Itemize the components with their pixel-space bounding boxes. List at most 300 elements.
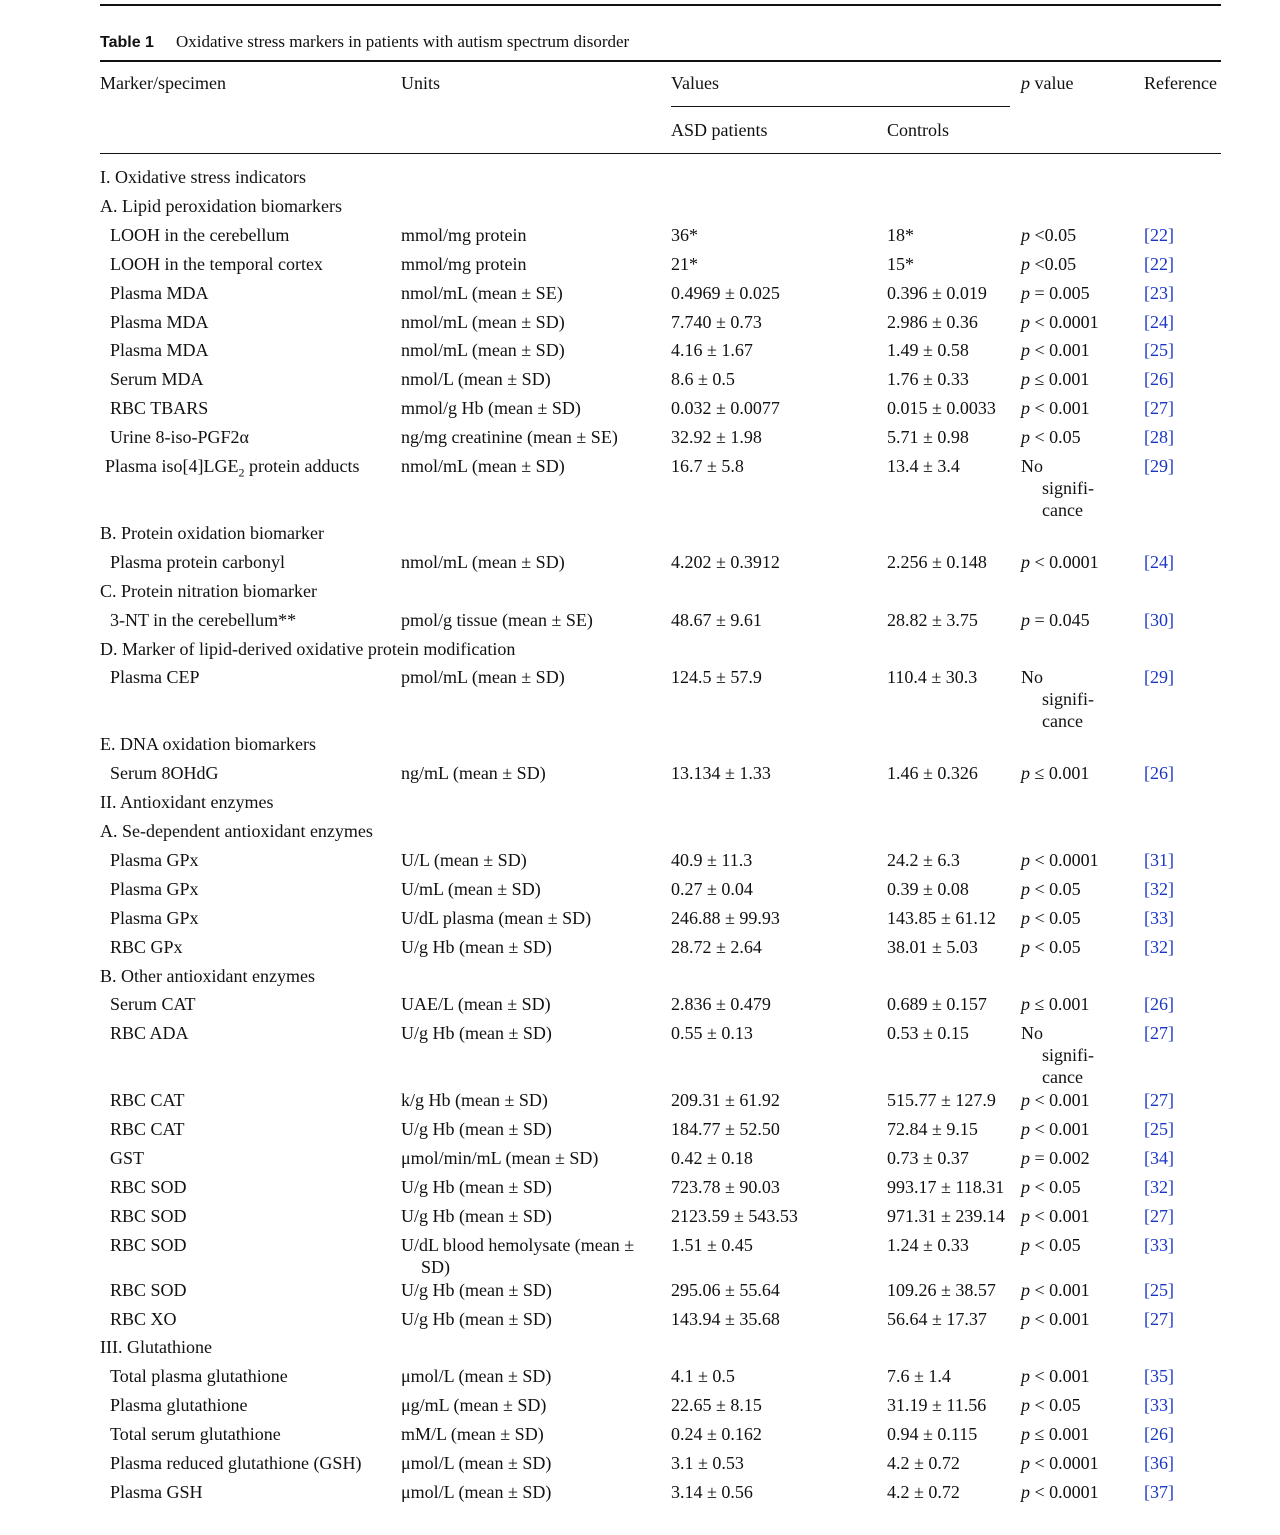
marker-cell: LOOH in the temporal cortex <box>110 253 323 274</box>
control-value-cell: 56.64 ± 17.37 <box>887 1308 987 1329</box>
table-row <box>0 224 1280 252</box>
reference-link: [24] <box>1144 551 1174 572</box>
reference-link: [27] <box>1144 1090 1174 1111</box>
units-cell: μmol/min/mL (mean ± SD) <box>401 1148 599 1168</box>
table-row <box>0 666 1280 732</box>
p-value-cell <box>1021 1234 1081 1256</box>
units-cell: UAE/L (mean ± SD) <box>401 994 551 1015</box>
p-letter: p <box>1021 340 1030 361</box>
p-value-cell: No <box>1021 456 1043 476</box>
section-heading: II. Antioxidant enzymes <box>100 792 274 813</box>
control-value-cell: 38.01 ± 5.03 <box>887 936 978 957</box>
section-heading: D. Marker of lipid-derived oxidative protein modification <box>100 638 516 659</box>
control-value-cell: 0.94 ± 0.115 <box>887 1424 978 1445</box>
units-cell: U/g Hb (mean ± SD) <box>401 1023 552 1044</box>
p-letter: p <box>1021 253 1030 274</box>
reference-link: [33] <box>1144 1395 1174 1416</box>
table-row <box>0 762 1280 790</box>
p-letter: p <box>1021 1148 1030 1168</box>
control-value-cell: 31.19 ± 11.56 <box>887 1395 987 1416</box>
reference-link: [27] <box>1144 398 1174 419</box>
control-value-cell: 971.31 ± 239.14 <box>887 1205 1005 1226</box>
p-value-cell: signifi- <box>1042 1045 1094 1066</box>
table-row <box>0 1022 1280 1088</box>
units-cell: U/g Hb (mean ± SD) <box>401 1176 552 1197</box>
control-value-cell: 1.76 ± 0.33 <box>887 369 969 390</box>
section-row <box>0 1336 1280 1364</box>
p-value-cell <box>1021 339 1090 361</box>
control-value-cell: 0.39 ± 0.08 <box>887 878 969 899</box>
asd-value-cell: 209.31 ± 61.92 <box>671 1090 780 1111</box>
p-value-cell <box>1021 878 1081 900</box>
asd-value-cell: 0.4969 ± 0.025 <box>671 282 780 303</box>
marker-cell: GST <box>110 1148 145 1168</box>
table-row <box>0 1308 1280 1336</box>
p-letter: p <box>1021 994 1030 1015</box>
marker-cell: RBC XO <box>110 1308 177 1329</box>
p-value-text: < 0.001 <box>1030 1090 1090 1111</box>
section-heading: III. Glutathione <box>100 1337 212 1358</box>
units-cell: U/L (mean ± SD) <box>401 849 527 870</box>
asd-value-cell: 48.67 ± 9.61 <box>671 609 762 630</box>
table-row <box>0 993 1280 1021</box>
marker-cell: RBC TBARS <box>110 398 209 419</box>
p-value-text: < 0.05 <box>1030 1234 1081 1255</box>
p-value-text: = 0.005 <box>1030 282 1090 303</box>
units-cell: nmol/mL (mean ± SD) <box>401 551 565 572</box>
marker-cell: Plasma MDA <box>110 311 209 332</box>
p-letter: p <box>1021 311 1030 332</box>
header-units: Units <box>401 73 441 93</box>
p-value-text: < 0.001 <box>1030 1119 1090 1140</box>
p-value-cell <box>1021 551 1099 573</box>
p-value-cell <box>1021 609 1090 631</box>
asd-value-cell: 4.202 ± 0.3912 <box>671 551 780 572</box>
p-value-cell <box>1021 762 1089 784</box>
reference-link: [35] <box>1144 1366 1174 1387</box>
section-heading: B. Protein oxidation biomarker <box>100 522 324 543</box>
asd-value-cell: 4.1 ± 0.5 <box>671 1366 735 1387</box>
p-value-cell <box>1021 936 1081 958</box>
units-cell: mmol/g Hb (mean ± SD) <box>401 398 581 419</box>
asd-value-cell: 246.88 ± 99.93 <box>671 907 780 928</box>
reference-link: [36] <box>1144 1453 1174 1473</box>
p-value-cell <box>1021 368 1089 390</box>
control-value-cell: 993.17 ± 118.31 <box>887 1176 1005 1197</box>
p-letter: p <box>1021 551 1030 572</box>
control-value-cell: 13.4 ± 3.4 <box>887 456 960 476</box>
header-asd: ASD patients <box>671 120 768 140</box>
p-letter: p <box>1021 849 1030 870</box>
asd-value-cell: 723.78 ± 90.03 <box>671 1176 780 1197</box>
units-cell: μmol/L (mean ± SD) <box>401 1366 552 1387</box>
asd-value-cell: 0.24 ± 0.162 <box>671 1424 762 1445</box>
units-cell: nmol/mL (mean ± SD) <box>401 311 565 332</box>
control-value-cell: 1.46 ± 0.326 <box>887 763 978 784</box>
p-value-text: < 0.001 <box>1030 1279 1090 1300</box>
table-row <box>0 551 1280 579</box>
table-row <box>0 1205 1280 1233</box>
section-heading: E. DNA oxidation biomarkers <box>100 734 316 755</box>
asd-value-cell: 7.740 ± 0.73 <box>671 311 762 332</box>
table-row <box>0 368 1280 396</box>
marker-cell: RBC SOD <box>110 1176 187 1197</box>
p-value-cell <box>1021 1279 1090 1301</box>
p-value-cell <box>1021 397 1090 419</box>
reference-link: [32] <box>1144 936 1174 957</box>
p-value-text: <0.05 <box>1030 224 1077 245</box>
table-row <box>0 1394 1280 1422</box>
p-value-text: = 0.002 <box>1030 1148 1090 1168</box>
asd-value-cell: 1.51 ± 0.45 <box>671 1234 753 1255</box>
control-value-cell: 4.2 ± 0.72 <box>887 1481 960 1502</box>
control-value-cell: 0.53 ± 0.15 <box>887 1023 969 1044</box>
units-cell: U/g Hb (mean ± SD) <box>401 936 552 957</box>
marker-cell: RBC ADA <box>110 1023 189 1044</box>
control-value-cell: 0.689 ± 0.157 <box>887 994 987 1015</box>
marker-text: protein adducts <box>244 456 360 476</box>
p-value-cell <box>1021 1205 1090 1227</box>
p-value-text: < 0.05 <box>1030 878 1081 899</box>
table-caption <box>100 32 629 52</box>
section-heading: B. Other antioxidant enzymes <box>100 965 315 986</box>
section-row <box>0 195 1280 223</box>
units-cell: nmol/L (mean ± SD) <box>401 369 551 390</box>
units-cell: U/g Hb (mean ± SD) <box>401 1119 552 1140</box>
marker-cell: RBC SOD <box>110 1279 187 1300</box>
p-value-text: ≤ 0.001 <box>1030 763 1090 784</box>
table-row <box>0 1279 1280 1307</box>
p-value-cell <box>1021 311 1099 333</box>
control-value-cell: 72.84 ± 9.15 <box>887 1119 978 1140</box>
marker-cell: RBC CAT <box>110 1119 185 1140</box>
p-letter: p <box>1021 609 1030 630</box>
p-value-cell <box>1021 426 1081 448</box>
reference-link: [27] <box>1144 1308 1174 1329</box>
p-letter: p <box>1021 936 1030 957</box>
table-row <box>0 397 1280 425</box>
reference-link: [25] <box>1144 1119 1174 1140</box>
marker-cell: LOOH in the cerebellum <box>110 224 290 245</box>
asd-value-cell: 36* <box>671 224 698 245</box>
units-cell: pmol/g tissue (mean ± SE) <box>401 609 593 630</box>
reference-link: [27] <box>1144 1205 1174 1226</box>
reference-link: [33] <box>1144 1234 1174 1255</box>
p-letter: p <box>1021 1279 1030 1300</box>
control-value-cell: 1.49 ± 0.58 <box>887 340 969 361</box>
asd-value-cell: 28.72 ± 2.64 <box>671 936 762 957</box>
units-cell: nmol/mL (mean ± SE) <box>401 282 563 303</box>
p-letter: p <box>1021 1481 1030 1502</box>
asd-value-cell: 0.27 ± 0.04 <box>671 878 753 899</box>
marker-cell: Total serum glutathione <box>110 1424 281 1445</box>
control-value-cell: 0.015 ± 0.0033 <box>887 398 996 419</box>
marker-cell: 3-NT in the cerebellum** <box>110 609 297 630</box>
table-row <box>0 311 1280 339</box>
table-row <box>0 253 1280 281</box>
reference-link: [23] <box>1144 282 1174 303</box>
units-cell: pmol/mL (mean ± SD) <box>401 667 565 688</box>
reference-link: [22] <box>1144 224 1174 245</box>
reference-link: [28] <box>1144 427 1174 448</box>
reference-link: [30] <box>1144 609 1174 630</box>
table-row <box>0 609 1280 637</box>
reference-link: [29] <box>1144 667 1174 688</box>
asd-value-cell: 0.55 ± 0.13 <box>671 1023 753 1044</box>
p-value-cell <box>1021 253 1076 275</box>
marker-cell: Plasma protein carbonyl <box>110 551 285 572</box>
marker-cell: RBC GPx <box>110 936 183 957</box>
p-value-text: ≤ 0.001 <box>1030 369 1090 390</box>
p-letter: p <box>1021 907 1030 928</box>
p-value-text: <0.05 <box>1030 253 1077 274</box>
p-value-cell: signifi- <box>1042 478 1094 498</box>
table-row <box>0 1234 1280 1277</box>
marker-cell: Serum CAT <box>110 994 196 1015</box>
control-value-cell: 2.986 ± 0.36 <box>887 311 978 332</box>
p-value-cell <box>1021 1394 1081 1416</box>
table-row <box>0 907 1280 935</box>
units-cell: ng/mL (mean ± SD) <box>401 763 546 784</box>
reference-link: [27] <box>1144 1023 1174 1044</box>
reference-link: [32] <box>1144 878 1174 899</box>
control-value-cell: 143.85 ± 61.12 <box>887 907 996 928</box>
control-value-cell: 0.73 ± 0.37 <box>887 1148 969 1168</box>
table-row <box>0 282 1280 310</box>
asd-value-cell: 22.65 ± 8.15 <box>671 1395 762 1416</box>
p-value-text: < 0.001 <box>1030 1205 1090 1226</box>
p-value-text: < 0.0001 <box>1030 311 1099 332</box>
marker-cell: RBC SOD <box>110 1205 187 1226</box>
marker-subscript: 2 <box>238 465 245 480</box>
table-row <box>0 455 1280 520</box>
units-cell: mmol/mg protein <box>401 253 527 274</box>
reference-link: [32] <box>1144 1176 1174 1197</box>
p-value-cell <box>1021 1089 1090 1111</box>
marker-cell: RBC CAT <box>110 1090 185 1111</box>
units-cell: mmol/mg protein <box>401 224 527 245</box>
header-controls: Controls <box>887 120 950 140</box>
marker-cell: Urine 8-iso-PGF2α <box>110 427 249 448</box>
control-value-cell: 0.396 ± 0.019 <box>887 282 987 303</box>
units-cell: ng/mg creatinine (mean ± SE) <box>401 427 618 448</box>
units-cell: U/g Hb (mean ± SD) <box>401 1205 552 1226</box>
asd-value-cell: 4.16 ± 1.67 <box>671 340 753 361</box>
marker-cell <box>105 455 359 484</box>
section-heading: A. Se-dependent antioxidant enzymes <box>100 821 373 841</box>
p-value-cell: No <box>1021 667 1043 688</box>
asd-value-cell: 40.9 ± 11.3 <box>671 849 753 870</box>
asd-value-cell: 16.7 ± 5.8 <box>671 456 744 476</box>
p-value-cell <box>1021 1452 1099 1474</box>
asd-value-cell: 21* <box>671 253 698 274</box>
asd-value-cell: 2.836 ± 0.479 <box>671 994 771 1015</box>
p-letter: p <box>1021 1395 1030 1416</box>
p-value-text: < 0.05 <box>1030 1176 1081 1197</box>
body-rule <box>100 153 1221 154</box>
reference-link: [25] <box>1144 340 1174 361</box>
p-value-cell <box>1021 282 1090 304</box>
reference-link: [26] <box>1144 1424 1174 1445</box>
units-cell: U/mL (mean ± SD) <box>401 878 541 899</box>
marker-cell: Plasma reduced glutathione (GSH) <box>110 1453 362 1473</box>
units-cell: μmol/L (mean ± SD) <box>401 1453 552 1473</box>
asd-value-cell: 3.1 ± 0.53 <box>671 1453 744 1473</box>
control-value-cell: 1.24 ± 0.33 <box>887 1234 969 1255</box>
marker-cell: Plasma glutathione <box>110 1395 248 1416</box>
p-value-cell <box>1021 1308 1090 1330</box>
marker-cell: Plasma CEP <box>110 667 200 688</box>
marker-cell: Serum MDA <box>110 369 204 390</box>
asd-value-cell: 295.06 ± 55.64 <box>671 1279 780 1300</box>
units-cell: nmol/mL (mean ± SD) <box>401 456 565 476</box>
p-value-text: < 0.001 <box>1030 1308 1090 1329</box>
p-value-text: < 0.0001 <box>1030 849 1099 870</box>
marker-cell: Plasma GPx <box>110 907 199 928</box>
p-value-cell: cance <box>1042 711 1083 732</box>
marker-cell: Serum 8OHdG <box>110 763 219 784</box>
control-value-cell: 110.4 ± 30.3 <box>887 667 978 688</box>
marker-cell: RBC SOD <box>110 1234 187 1255</box>
control-value-cell: 2.256 ± 0.148 <box>887 551 987 572</box>
p-value-cell: cance <box>1042 1067 1083 1088</box>
units-cell: mM/L (mean ± SD) <box>401 1424 544 1445</box>
p-value-cell <box>1021 849 1099 871</box>
p-letter: p <box>1021 1453 1030 1473</box>
p-value-cell <box>1021 993 1089 1015</box>
p-value-cell <box>1021 1423 1089 1445</box>
section-heading: C. Protein nitration biomarker <box>100 580 317 601</box>
p-value-text: < 0.001 <box>1030 1366 1090 1387</box>
control-value-cell: 28.82 ± 3.75 <box>887 609 978 630</box>
p-value-text: ≤ 0.001 <box>1030 1424 1090 1445</box>
reference-link: [26] <box>1144 369 1174 390</box>
reference-link: [37] <box>1144 1481 1174 1502</box>
units-cell: U/dL plasma (mean ± SD) <box>401 907 592 928</box>
units-cell-continued: SD) <box>421 1256 451 1277</box>
asd-value-cell: 3.14 ± 0.56 <box>671 1481 753 1502</box>
p-value-cell <box>1021 224 1076 246</box>
section-heading: I. Oxidative stress indicators <box>100 167 306 187</box>
reference-link: [22] <box>1144 253 1174 274</box>
header-p-letter: p <box>1021 73 1030 93</box>
table-row <box>0 426 1280 454</box>
section-row <box>0 522 1280 550</box>
p-letter: p <box>1021 1308 1030 1329</box>
section-row <box>0 166 1280 194</box>
p-value-cell <box>1021 1176 1081 1198</box>
section-row <box>0 733 1280 761</box>
control-value-cell: 5.71 ± 0.98 <box>887 427 969 448</box>
p-letter: p <box>1021 1090 1030 1111</box>
p-letter: p <box>1021 1366 1030 1387</box>
control-value-cell: 24.2 ± 6.3 <box>887 849 960 870</box>
p-value-text: < 0.0001 <box>1030 1481 1099 1502</box>
table-row <box>0 1365 1280 1393</box>
p-value-cell <box>1021 1481 1099 1503</box>
table-row <box>0 339 1280 367</box>
units-cell: μmol/L (mean ± SD) <box>401 1481 552 1502</box>
section-row <box>0 965 1280 993</box>
control-value-cell: 515.77 ± 127.9 <box>887 1090 996 1111</box>
reference-link: [26] <box>1144 994 1174 1015</box>
p-letter: p <box>1021 878 1030 899</box>
reference-link: [29] <box>1144 456 1174 476</box>
reference-link: [25] <box>1144 1279 1174 1300</box>
p-value-cell <box>1021 1118 1090 1140</box>
control-value-cell: 4.2 ± 0.72 <box>887 1453 960 1473</box>
table-title: Oxidative stress markers in patients with autism spectrum disorder <box>175 32 630 51</box>
p-value-cell: No <box>1021 1023 1043 1044</box>
units-cell: nmol/mL (mean ± SD) <box>401 340 565 361</box>
p-letter: p <box>1021 763 1030 784</box>
reference-link: [26] <box>1144 763 1174 784</box>
table-row <box>0 936 1280 964</box>
p-value-text: < 0.05 <box>1030 907 1081 928</box>
units-cell: U/dL blood hemolysate (mean ± <box>401 1234 635 1255</box>
p-letter: p <box>1021 1234 1030 1255</box>
p-value-cell <box>1021 907 1081 929</box>
header-reference: Reference <box>1144 73 1217 93</box>
p-value-text: < 0.0001 <box>1030 1453 1099 1473</box>
p-value-text: < 0.05 <box>1030 1395 1081 1416</box>
marker-cell: Plasma GPx <box>110 849 199 870</box>
reference-link: [24] <box>1144 311 1174 332</box>
units-cell: μg/mL (mean ± SD) <box>401 1395 547 1416</box>
reference-link: [34] <box>1144 1148 1174 1168</box>
asd-value-cell: 2123.59 ± 543.53 <box>671 1205 798 1226</box>
control-value-cell: 109.26 ± 38.57 <box>887 1279 996 1300</box>
units-cell: k/g Hb (mean ± SD) <box>401 1090 548 1111</box>
header-rule <box>100 60 1221 62</box>
marker-cell: Plasma GPx <box>110 878 199 899</box>
header-values: Values <box>671 73 719 93</box>
header-marker: Marker/specimen <box>100 73 226 93</box>
table-row <box>0 849 1280 877</box>
table-row <box>0 1118 1280 1146</box>
values-rule <box>671 106 1010 107</box>
table-label: Table 1 <box>100 34 154 51</box>
section-heading: A. Lipid peroxidation biomarkers <box>100 195 342 216</box>
asd-value-cell: 13.134 ± 1.33 <box>671 763 771 784</box>
table-row <box>0 1089 1280 1117</box>
p-value-text: < 0.05 <box>1030 427 1081 448</box>
header-p-value <box>1021 73 1073 94</box>
control-value-cell: 18* <box>887 224 914 245</box>
header-p-rest: value <box>1030 73 1074 93</box>
asd-value-cell: 32.92 ± 1.98 <box>671 427 762 448</box>
asd-value-cell: 143.94 ± 35.68 <box>671 1308 780 1329</box>
control-value-cell: 7.6 ± 1.4 <box>887 1366 951 1387</box>
control-value-cell: 15* <box>887 253 914 274</box>
p-value-cell <box>1021 1365 1090 1387</box>
p-letter: p <box>1021 224 1030 245</box>
p-value-text: < 0.001 <box>1030 340 1090 361</box>
p-value-text: < 0.001 <box>1030 398 1090 419</box>
section-row <box>0 638 1280 666</box>
p-letter: p <box>1021 427 1030 448</box>
marker-cell: Plasma GSH <box>110 1481 203 1502</box>
asd-value-cell: 124.5 ± 57.9 <box>671 667 762 688</box>
p-value-cell: cance <box>1042 500 1083 520</box>
table-row <box>0 1147 1280 1175</box>
marker-cell: Total plasma glutathione <box>110 1366 288 1387</box>
asd-value-cell: 184.77 ± 52.50 <box>671 1119 780 1140</box>
section-row <box>0 791 1280 819</box>
p-letter: p <box>1021 282 1030 303</box>
asd-value-cell: 8.6 ± 0.5 <box>671 369 735 390</box>
table-row <box>0 1481 1280 1509</box>
